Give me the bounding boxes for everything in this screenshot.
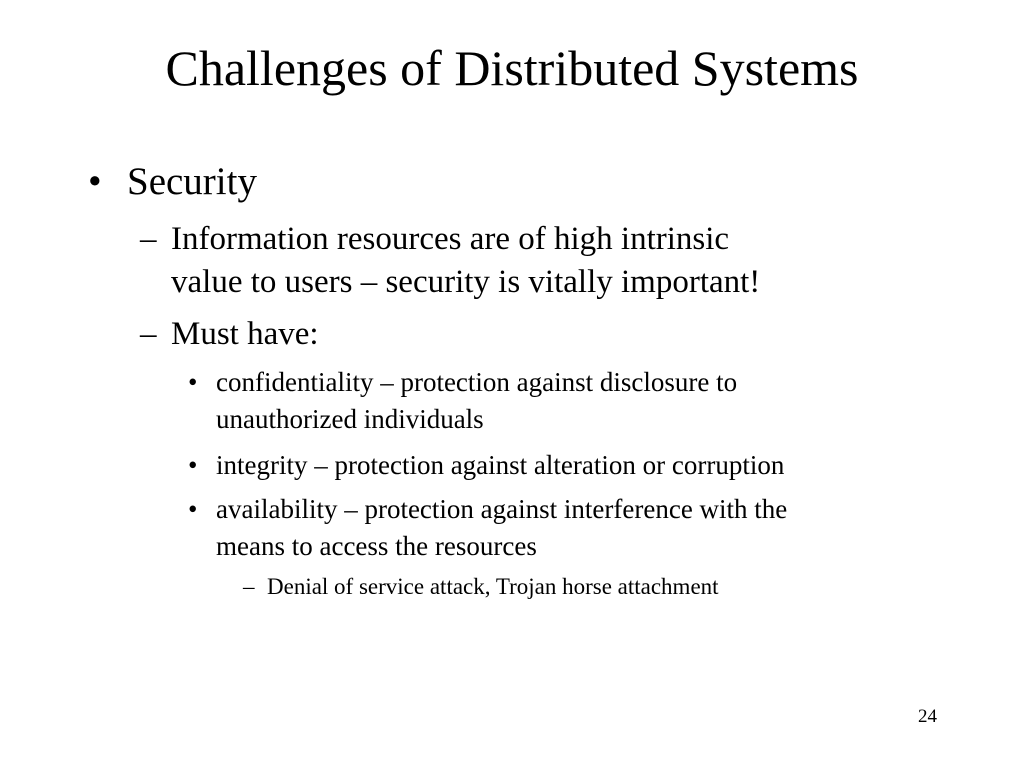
bullet-text-line-1: confidentiality – protection against disclosure to xyxy=(216,367,738,397)
bullet-text-line-2: value to users – security is vitally important! xyxy=(171,264,761,300)
bullet-text-line-1: Information resources are of high intrinsic xyxy=(171,221,730,257)
slide-number: 24 xyxy=(918,706,937,727)
bullet-text-line-1: availability – protection against interference with the xyxy=(216,494,788,524)
bullet-marker: • xyxy=(188,450,198,480)
bullet-text: Security xyxy=(127,160,257,203)
bullet-marker: • xyxy=(188,494,198,524)
bullet-text-line-2: means to access the resources xyxy=(216,531,537,561)
dash-marker: – xyxy=(243,574,255,599)
bullet-text: Must have: xyxy=(171,316,319,352)
dash-marker: – xyxy=(140,221,157,257)
bullet-marker: • xyxy=(88,160,102,203)
dash-marker: – xyxy=(140,316,157,352)
slide-title: Challenges of Distributed Systems xyxy=(165,40,859,96)
bullet-text: Denial of service attack, Trojan horse attachment xyxy=(267,574,719,599)
bullet-text-line-2: unauthorized individuals xyxy=(216,404,484,434)
bullet-marker: • xyxy=(188,367,198,397)
bullet-text: integrity – protection against alteration or corruption xyxy=(216,450,785,480)
